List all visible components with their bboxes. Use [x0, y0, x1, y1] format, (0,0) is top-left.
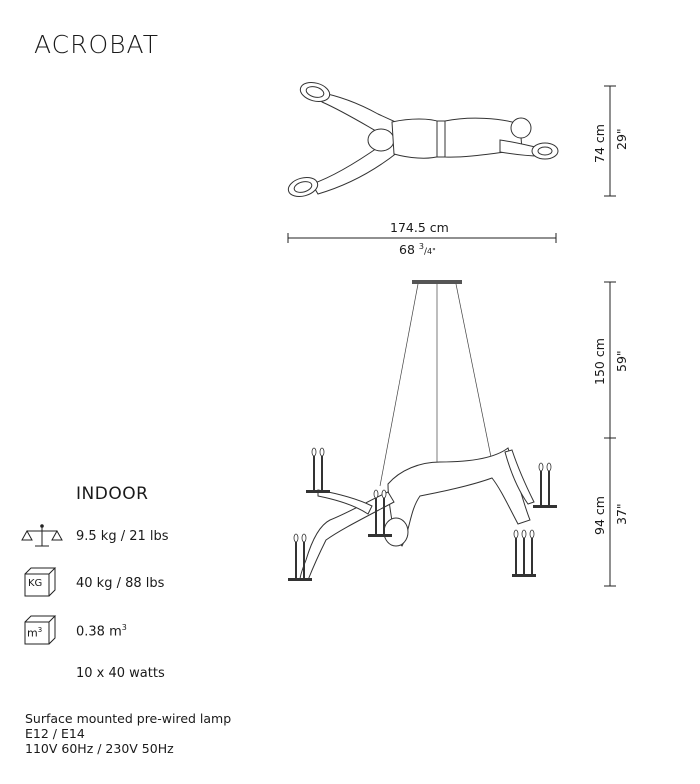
width-in-frac-num: 3 [418, 242, 424, 251]
candle-flame [530, 530, 534, 538]
body-in-label: 37" [614, 503, 629, 525]
candle-flame [539, 463, 543, 471]
ceiling-canopy [412, 280, 462, 284]
footer-line-1: Surface mounted pre-wired lamp [25, 711, 232, 726]
candle-plate [306, 490, 330, 493]
footer-line-2: E12 / E14 [25, 726, 85, 741]
top-height-cm-label: 74 cm [592, 124, 607, 163]
product-title: ACROBAT [34, 30, 159, 59]
candle-flame [522, 530, 526, 538]
drop-in-label: 59" [614, 350, 629, 372]
candle-flame [514, 530, 518, 538]
candle-plate [368, 534, 392, 537]
width-in-frac-den: 4" [427, 247, 436, 257]
candle-flame [547, 463, 551, 471]
drop-cm-label: 150 cm [592, 338, 607, 385]
volume-sup: 3 [121, 623, 127, 632]
kg-box-label: KG [28, 578, 43, 589]
candle-plate [533, 505, 557, 508]
m3-box-base: m [27, 626, 38, 640]
width-in-label: 68 $^3$/4" [399, 242, 436, 258]
candle-plate [512, 574, 536, 577]
candle-flame [320, 448, 324, 456]
candle-flame [382, 490, 386, 498]
top-view-figure [286, 79, 558, 199]
indoor-label: INDOOR [76, 484, 149, 504]
width-in-whole: 68 [399, 242, 415, 258]
volume-value [76, 623, 127, 639]
gross-weight-value: 40 kg / 88 lbs [76, 576, 165, 591]
footer-line-3: 110V 60Hz / 230V 50Hz [25, 741, 174, 756]
m3-box-label [27, 626, 42, 640]
candle-flame [294, 534, 298, 542]
candle-plate [288, 578, 312, 581]
candle-flame [302, 534, 306, 542]
volume-base: 0.38 m [76, 624, 122, 640]
candle-flame [374, 490, 378, 498]
m3-box-sup: 3 [37, 626, 43, 634]
net-weight-value: 9.5 kg / 21 lbs [76, 529, 169, 544]
width-cm-label: 174.5 cm [390, 220, 449, 235]
top-height-in-label: 29" [614, 128, 629, 150]
front-view-figure [300, 448, 534, 580]
body-cm-label: 94 cm [592, 496, 607, 535]
watts-value: 10 x 40 watts [76, 666, 165, 681]
scale-icon [22, 524, 62, 546]
candle-flame [312, 448, 316, 456]
